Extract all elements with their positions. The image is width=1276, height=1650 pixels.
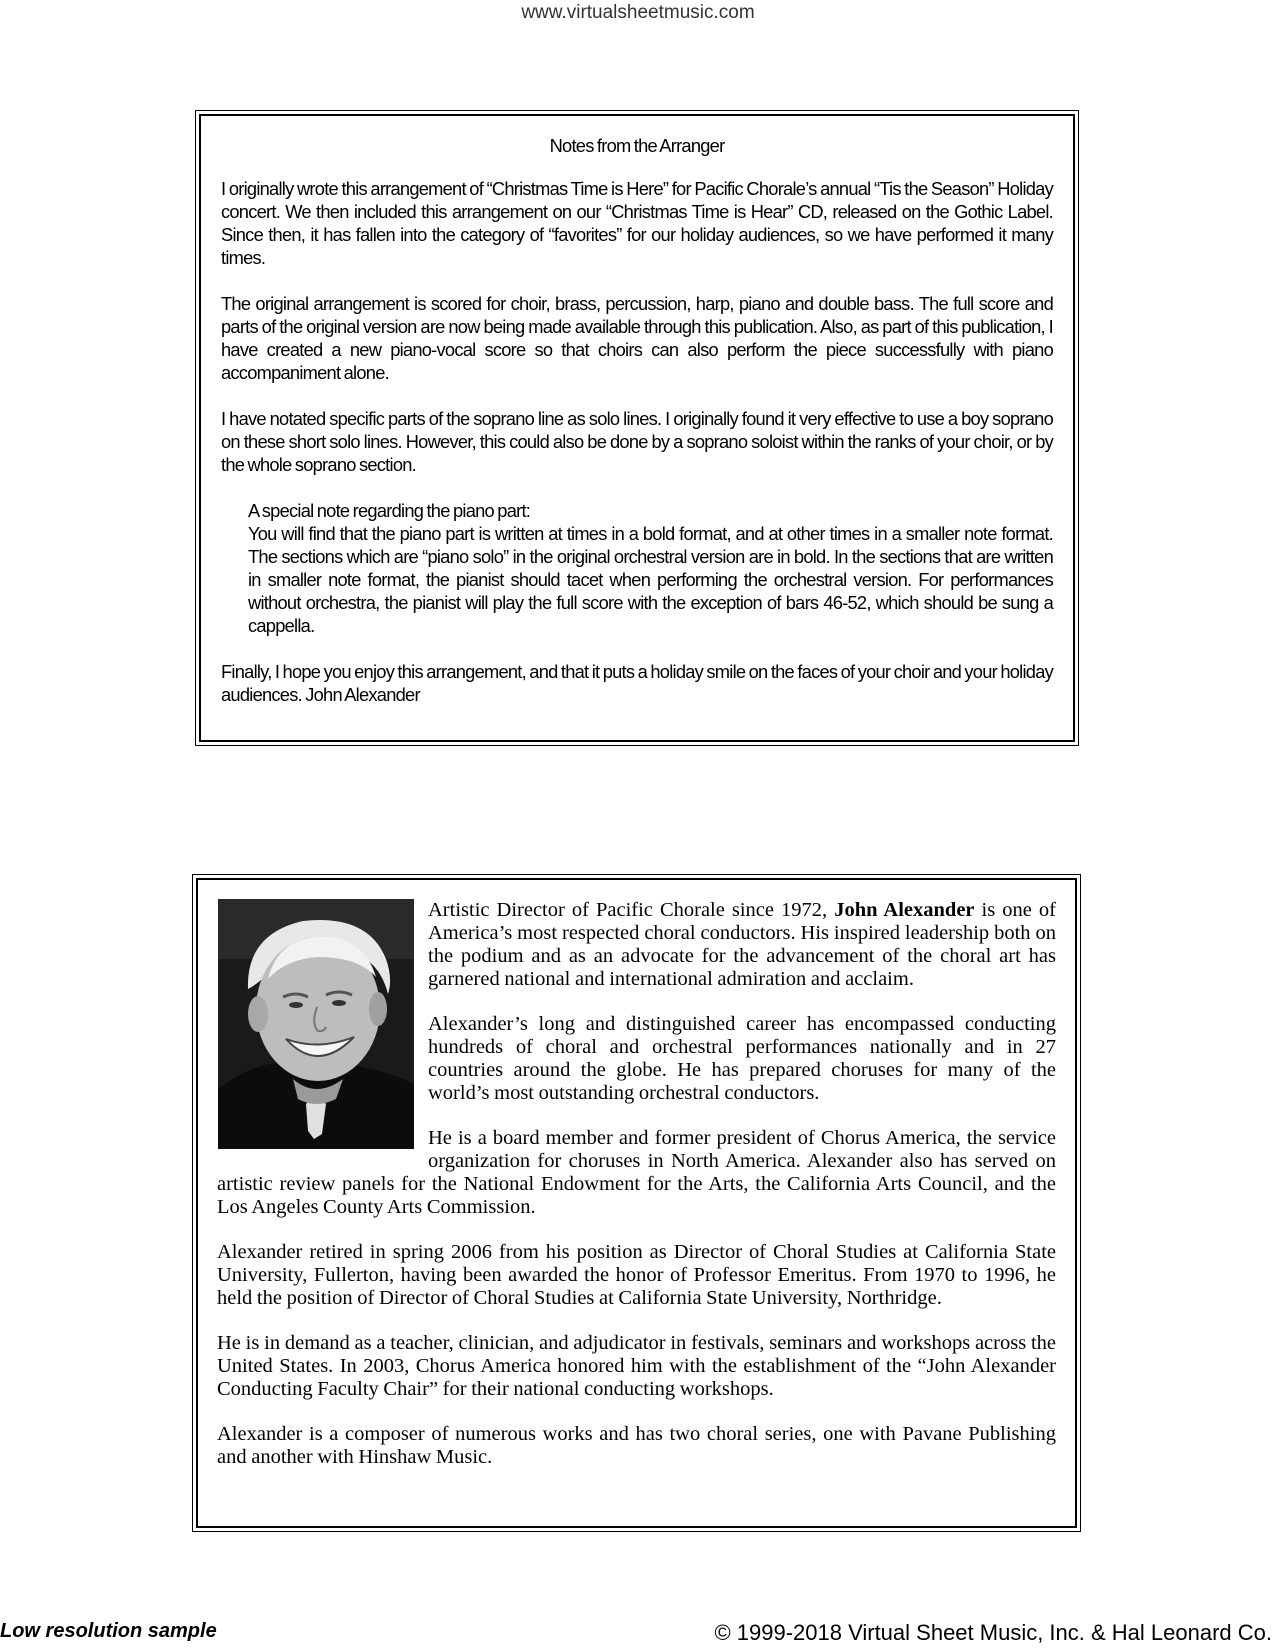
biography-box — [192, 874, 1081, 1532]
notes-paragraph-closing: Finally, I hope you enjoy this arrangement, and that it puts a holiday smile on the faces of your choir and your holiday audiences. John Alexander — [221, 661, 1053, 705]
copyright-notice: © 1999-2018 Virtual Sheet Music, Inc. & Hal Leonard Co. — [714, 1620, 1272, 1645]
bio-paragraph-3: He is a board member and former president of Chorus America, the service organization for choruses in North America. Alexander also has served on artistic review panels for the National Endowment for the Arts, the California Arts Council, and the Los Angeles County Arts Commission. — [217, 1127, 1056, 1218]
notes-paragraph-1: I originally wrote this arrangement of “Christmas Time is Here” for Pacific Chorale’s annual “Tis the Season” Holiday concert. We then included this arrangement on our “Christmas Time is Hear” CD, released on the Gothic Label. Since then, it has fallen into the category of “favorites” for our holiday audiences, so we have performed it many times. — [221, 178, 1053, 268]
notes-title: Notes from the Arranger — [549, 135, 725, 156]
bio-paragraph-6: Alexander is a composer of numerous works and has two choral series, one with Pavane Publishing and another with Hinshaw Music. — [217, 1423, 1056, 1468]
conductor-name: John Alexander — [834, 899, 975, 921]
bio-paragraph-4: Alexander retired in spring 2006 from his position as Director of Choral Studies at California State University, Fullerton, having been awarded the honor of Professor Emeritus. From 1970 to 1996, he held the position of Director of Choral Studies at California State University, Northridge. — [217, 1241, 1056, 1309]
bio-paragraph-5: He is in demand as a teacher, clinician, and adjudicator in festivals, seminars and workshops across the United States. In 2003, Chorus America honored him with the establishment of the “John Alexander Conducting Faculty Chair” for their national conducting workshops. — [217, 1332, 1056, 1400]
low-resolution-label: Low resolution sample — [0, 1620, 217, 1642]
piano-note-body: You will find that the piano part is written at times in a bold format, and at other times in a smaller note format. The sections which are “piano solo” in the original orchestral version are in bold. In the sections that are written in smaller note format, the pianist should tacet when performing the orchestral version. For performances without orchestra, the pianist will play the full score with the exception of bars 46-52, which should be sung a cappella. — [248, 523, 1053, 636]
notes-paragraph-3: I have notated specific parts of the soprano line as solo lines. I originally found it very effective to use a boy soprano on these short solo lines. However, this could also be done by a soprano soloist within the ranks of your choir, or by the whole soprano section. — [221, 408, 1053, 475]
piano-special-note — [248, 499, 1053, 637]
source-url: www.virtualsheetmusic.com — [521, 2, 755, 23]
bio-paragraph-1: Artistic Director of Pacific Chorale since 1972, John Alexander is one of America’s most respected choral conductors. His inspired leadership both on the podium and as an advocate for the advancement of the choral art has garnered national and international admiration and acclaim. — [428, 899, 1056, 990]
notes-paragraph-2: The original arrangement is scored for choir, brass, percussion, harp, piano and double bass. The full score and parts of the original version are now being made available through this publication. Also, as part of this publication, I have created a new piano-vocal score so that choirs can also perform the piece successfully with piano accompaniment alone. — [221, 293, 1053, 383]
bio-paragraph-2: Alexander’s long and distinguished career has encompassed conducting hundreds of choral and orchestral performances nationally and in 27 countries around the globe. He has prepared choruses for many of the world’s most outstanding orchestral conductors. — [428, 1013, 1056, 1104]
piano-note-heading: A special note regarding the piano part: — [248, 500, 531, 521]
arranger-notes-box — [195, 110, 1079, 746]
conductor-portrait-photo — [218, 899, 414, 1149]
